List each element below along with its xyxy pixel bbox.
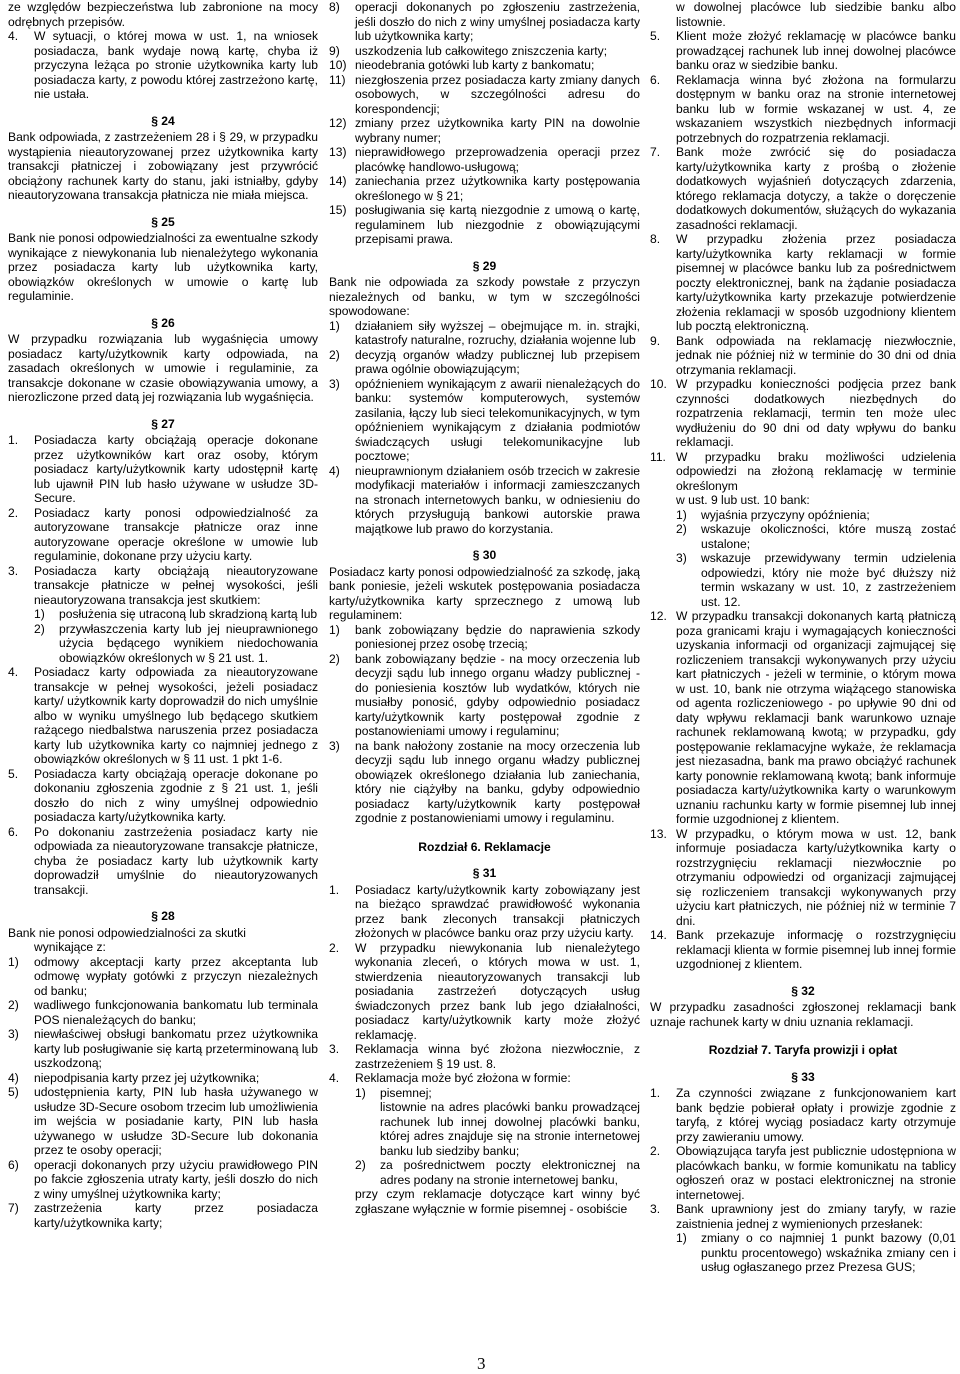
text-column-middle xyxy=(329,0,640,1216)
list-text: operacji dokonanych po zgłoszeniu zastrzeżenia, jeśli doszło do nich z winy umyślnej posiadacza karty lub użytkownika karty; xyxy=(355,0,640,43)
list-text: wskazuje okoliczności, które muszą zostać ustalone; xyxy=(701,522,956,551)
list-item xyxy=(8,767,318,825)
list-number: 1) xyxy=(676,507,687,522)
list-item xyxy=(8,665,318,767)
list-item xyxy=(329,203,640,247)
list-number: 10. xyxy=(650,377,667,391)
list-number: 3) xyxy=(329,738,340,753)
section-heading: § 33 xyxy=(791,1069,815,1084)
list-text: Obowiązująca taryfa jest publicznie udostępniona w placówkach banku, w formie komunikatu na tablicy ogłoszeń oraz w postaci elektronicznej na stronie internetowej. xyxy=(676,1144,956,1202)
list-text: Posiadacza karty obciążają operacje dokonane po dokonaniu zgłoszenia zgodnie z § 21 ust. 1, jeśli doszło do nich z winy umyślnej odpowiednio posiadacza karty/użytkownika karty. xyxy=(34,766,318,824)
list-number: 3. xyxy=(8,563,19,578)
list-item xyxy=(650,377,956,450)
list-item xyxy=(8,29,318,102)
list-text: posłużenia się utraconą lub skradzioną kartą lub xyxy=(59,607,318,621)
paragraph: ze względów bezpieczeństwa lub zabronione na mocy odrębnych przepisów. xyxy=(8,0,318,29)
list-number: 13) xyxy=(329,145,347,159)
list-number: 4. xyxy=(329,1071,340,1085)
list-number: 4. xyxy=(8,29,19,43)
list-number: 5) xyxy=(8,1085,19,1099)
list-number: 2) xyxy=(676,522,687,536)
list-text: zastrzeżenia karty przez posiadacza karty/użytkownika karty; xyxy=(34,1201,318,1230)
list-item xyxy=(8,1158,318,1202)
list-text: decyzją organów władzy publicznej lub przepisem prawa ogólnie obowiązującym; xyxy=(355,347,640,376)
list-number: 11. xyxy=(650,449,666,464)
list-number: 1) xyxy=(34,607,45,621)
sub-list-item xyxy=(676,1231,956,1275)
paragraph: Bank odpowiada, z zastrzeżeniem 28 i § 29, w przypadku wystąpienia nieautoryzowanej przez użytkownika karty transakcji płatniczej i zobowiązany jest przywrócić obciążony rachunek karty do stanu, jaki istniałby, gdyby nieautoryzowana transakcja płatnicza nie miała miejsca. xyxy=(8,130,318,202)
list-text: Bank uprawniony jest do zmiany taryfy, w razie zaistnienia jednej z wymienionych przesłanek: xyxy=(676,1202,956,1231)
list-number: 8) xyxy=(329,0,340,14)
paragraph: Bank nie ponosi odpowiedzialności za ewentualne szkody wynikające z niewykonania lub nienależytego wykonania przez posiadacza karty lub użytkownika karty, obowiązków określonych w umowie o kartę lub regulaminie. xyxy=(8,231,318,303)
sub-list-item xyxy=(676,508,956,523)
list-text: Posiadacza karty obciążają operacje dokonane przez użytkowników kart oraz osoby, którym posiadacz karty/użytkownik karty udostępnił kartę lub ujawnił PIN lub hasło używane w usłudze 3D-Secure. xyxy=(34,433,318,505)
list-text: bank zobowiązany będzie - na mocy orzeczenia lub decyzji sądu lub innego organu władzy publicznej - do poniesienia kosztów lub wydatków, których nie musiałby ponosić, gdyby odpowiednio posiadacz karty/użytkownik karty postępował zgodnie z postanowieniami umowy i regulaminu; xyxy=(355,651,640,738)
paragraph: w dowolnej placówce lub siedzibie banku albo listownie. xyxy=(676,0,956,29)
list-text: za pośrednictwem poczty elektronicznej na adres podany na stronie internetowej banku, xyxy=(380,1158,640,1187)
list-number: 7. xyxy=(650,145,661,159)
list-text: Reklamacja winna być złożona niezwłocznie, z zastrzeżeniem § 19 ust. 8. xyxy=(355,1042,640,1071)
list-text: na bank nałożony zostanie na mocy orzeczenia lub decyzji sądu lub innego organu władzy publicznej obowiązek określonego działania lub zaniechania, który nie ciążyłby na banku, gdyby odpowiednio posiadacz karty/użytkownik karty postępował zgodnie z postanowieniami umowy i regulaminu. xyxy=(355,738,640,825)
paragraph: listownie na adres placówki banku prowadzącej rachunek lub innej dowolnej placówki banku, której adres znajduje się na stronie internetowej banku lub siedziby banku; xyxy=(380,1100,640,1158)
section-heading: § 32 xyxy=(791,983,815,998)
list-number: 2) xyxy=(329,347,340,362)
paragraph: w ust. 9 lub ust. 10 bank: xyxy=(676,493,810,507)
list-item xyxy=(8,825,318,898)
page-number: 3 xyxy=(477,1354,486,1373)
list-number: 1. xyxy=(329,882,340,897)
list-number: 15) xyxy=(329,203,347,217)
list-text: posługiwania się kartą niezgodnie z umową o kartę, regulaminem lub niezgodnie z obowiązującymi przepisami prawa. xyxy=(355,203,640,246)
list-number: 3) xyxy=(329,376,340,391)
list-text: niepodpisania karty przez jej użytkownika; xyxy=(34,1070,260,1085)
list-text: Reklamacja może być złożona w formie: xyxy=(355,1071,571,1085)
list-text: wskazuje przewidywany termin udzielenia odpowiedzi, który nie może być dłuższy niż termin wskazany w ust. 10, z zastrzeżeniem ust. 12. xyxy=(701,551,956,609)
list-item xyxy=(8,433,318,506)
list-item xyxy=(329,116,640,145)
list-text: zmiany przez użytkownika karty PIN na dowolnie wybrany numer; xyxy=(355,116,640,145)
list-item xyxy=(329,377,640,464)
list-number: 1. xyxy=(8,433,19,447)
list-text: nieprawidłowego przeprowadzenia operacji przez placówkę handlowo-usługową; xyxy=(355,145,640,174)
list-item xyxy=(329,1042,640,1071)
list-item xyxy=(329,348,640,377)
sub-list-item xyxy=(34,607,318,622)
list-number: 10) xyxy=(329,58,347,72)
list-text: zaniechania przez użytkownika karty postępowania określonego w § 21; xyxy=(355,174,640,203)
list-item xyxy=(8,1027,318,1071)
list-item xyxy=(8,955,318,999)
list-text: odmowy akceptacji karty przez akceptanta lub odmowę wypłaty gotówki z przyczyn niezależnych od banku; xyxy=(34,954,318,998)
sub-list-item xyxy=(355,1158,640,1187)
list-text: opóźnieniem wynikającym z awarii nienależących do banku: systemów komputerowych, systemów zasilania, łączy lub sieci telekomunikacyjnych, w tym opóźnieniem wynikającym z działania podmiotów świadczących usługi telekomunikacyjne lub pocztowe; xyxy=(355,376,640,463)
paragraph: wynikające z: xyxy=(34,940,106,954)
list-text: Klient może złożyć reklamację w placówce banku prowadzącej rachunek lub innej dowolnej placówce banku oraz w siedzibie banku. xyxy=(676,29,956,72)
section-heading: § 29 xyxy=(472,258,497,273)
list-number: 6) xyxy=(8,1157,19,1172)
list-number: 7) xyxy=(8,1201,19,1215)
section-heading: § 24 xyxy=(151,113,175,128)
section-heading: § 30 xyxy=(472,548,497,562)
list-item xyxy=(329,174,640,203)
sub-list-item xyxy=(355,1086,640,1101)
list-number: 9. xyxy=(650,333,661,348)
list-number: 1. xyxy=(650,1086,661,1100)
list-number: 3. xyxy=(650,1202,661,1216)
list-text: udostępnienia karty, PIN lub hasła używanego w usłudze 3D-Secure osobom trzecim lub umożliwienia im wejścia w posiadanie karty, PIN lub hasła używanego w usłudze 3D-Secure lub dokonania przez te osoby operacji; xyxy=(34,1085,318,1157)
list-number: 6. xyxy=(650,72,661,87)
sub-list-item xyxy=(676,522,956,551)
list-text: wadliwego funkcjonowania bankomatu lub terminala POS nienależących do banku; xyxy=(34,998,318,1027)
list-text: działaniem siły wyższej – obejmujące m. in. strajki, katastrofy naturalne, rozruchy, działania wojenne lub xyxy=(355,318,640,347)
list-item xyxy=(8,1201,318,1230)
list-item xyxy=(8,1085,318,1158)
list-text: uszkodzenia lub całkowitego zniszczenia karty; xyxy=(355,43,608,58)
list-number: 4) xyxy=(8,1070,19,1085)
list-text: W przypadku konieczności podjęcia przez bank czynności dodatkowych niezbędnych do rozpatrzenia reklamacji, termin ten może ulec wydłużeniu do 90 dni od daty wpływu do banku reklamacji. xyxy=(676,377,956,449)
list-text: Posiadacza karty obciążają nieautoryzowane transakcje płatnicze w pełnej wysokości, jeśli nieautoryzowana transakcja jest skutkiem: xyxy=(34,563,318,607)
list-item xyxy=(650,450,956,494)
paragraph: Bank nie odpowiada za szkody powstałe z przyczyn niezależnych od banku, w tym w szczególności spowodowane: xyxy=(329,275,640,318)
list-item xyxy=(329,319,640,348)
list-item xyxy=(8,998,318,1027)
paragraph: Bank nie ponosi odpowiedzialności za skutki xyxy=(8,925,246,940)
list-item xyxy=(650,928,956,972)
list-item xyxy=(329,883,640,941)
list-item xyxy=(650,827,956,929)
list-number: 2) xyxy=(355,1158,366,1172)
list-item xyxy=(650,1086,956,1144)
list-number: 12. xyxy=(650,609,667,623)
list-number: 2. xyxy=(8,505,19,520)
list-number: 13. xyxy=(650,826,667,841)
list-number: 2. xyxy=(650,1144,661,1158)
list-number: 4. xyxy=(8,665,19,679)
list-number: 2) xyxy=(8,998,19,1012)
list-item xyxy=(329,652,640,739)
list-item xyxy=(329,1071,640,1086)
section-heading: § 27 xyxy=(151,416,175,431)
list-item xyxy=(329,44,640,59)
list-text: Po dokonaniu zastrzeżenia posiadacz karty nie odpowiada za nieautoryzowane transakcje płatnicze, chyba że posiadacz karty lub użytkownik karty doprowadził umyślnie do nieautoryzowanych transakcji. xyxy=(34,824,318,897)
list-item xyxy=(329,145,640,174)
list-item xyxy=(329,941,640,1043)
list-item xyxy=(650,334,956,378)
list-text: Posiadacz karty odpowiada za nieautoryzowane transakcje w pełnej wysokości, jeżeli posiadacz karty/ użytkownik karty doprowadził do nich umyślnie albo w wyniku umyślnego lub będącego skutkiem rażącego niedbalstwa naruszenia przez posiadacza karty lub użytkownika karty co najmniej jednego z obowiązków określonych w § 11 ust. 1 pkt 1-6. xyxy=(34,665,318,766)
paragraph: W przypadku rozwiązania lub wygaśnięcia umowy posiadacz karty/użytkownik karty odpowiada, na zasadach określonych w umowie i regulaminie, za transakcje dokonane w czasie obowiązywania umowy, a nierozliczone przed datą jej rozwiązania lub wygaśnięcia. xyxy=(8,332,318,404)
section-heading: § 26 xyxy=(151,315,175,330)
list-item xyxy=(329,623,640,652)
list-number: 2) xyxy=(34,621,45,636)
list-text: W przypadku złożenia przez posiadacza karty/użytkownika karty reklamacji w formie pisemnej w placówce banku lub za pośrednictwem poczty elektronicznej, bank na żądanie posiadacza karty/użytkownika karty przekazuje potwierdzenie złożenia reklamacji w sposób uzgodniony klientem lub pocztą elektroniczną. xyxy=(676,232,956,333)
list-number: 11) xyxy=(329,72,346,87)
list-number: 1) xyxy=(676,1231,687,1245)
list-number: 14. xyxy=(650,928,667,942)
list-number: 4) xyxy=(329,463,340,478)
list-text: bank zobowiązany będzie do naprawienia szkody poniesionej przez osobę trzecią; xyxy=(355,622,640,651)
list-number: 2. xyxy=(329,940,340,955)
list-text: wyjaśnia przyczyny opóźnienia; xyxy=(701,507,870,522)
list-number: 6. xyxy=(8,824,19,839)
list-text: W przypadku transakcji dokonanych kartą płatniczą poza granicami kraju i wymagających konieczności uzyskania informacji od organizacji zajmującej się rozliczeniem transakcji wykonywanych przy użyciu kart płatniczych - jeżeli w terminie, o którym mowa w ust. 10, bank nie otrzyma wiążącego stanowiska od agenta rozliczeniowego - po upływie 90 dni od daty wpływu reklamacji bank warunkowo uznaje rachunek reklamowaną kwotą; w przypadku, gdy postępowanie reklamacyjne wykaże, że reklamacja jest niezasadna, bank ma prawo obciążyć rachunek karty ponownie reklamowaną kwotą; bank informuje posiadacza karty/użytkownika karty o warunkowym uznaniu rachunku karty w formie pisemnej lub innej formie uzgodnionej z klientem. xyxy=(676,609,956,826)
list-number: 1) xyxy=(8,954,19,969)
list-item xyxy=(329,73,640,117)
list-item xyxy=(329,58,640,73)
list-text: Bank może zwrócić się do posiadacza karty/użytkownika karty z prośbą o złożenie dodatkowych wyjaśnień dotyczących zdarzenia, którego reklamacja dotyczy, a także o doręczenie dodatkowych dokumentów, służących do wykazania zasadności reklamacji. xyxy=(676,145,956,232)
chapter-heading: Rozdział 7. Taryfa prowizji i opłat xyxy=(708,1043,898,1057)
list-text: W przypadku niewykonania lub nienależytego wykonania zleceń, o których mowa w ust. 1, stwierdzenia nieautoryzowanych transakcji lub posiadania zastrzeżeń dotyczących usług świadczonych przez bank lub jego działalności, posiadacz karty/użytkownik karty może złożyć reklamację. xyxy=(355,940,640,1042)
list-item xyxy=(650,609,956,827)
list-number: 8. xyxy=(650,232,661,246)
list-number: 12) xyxy=(329,116,347,130)
list-text: Posiadacz karty/użytkownik karty zobowiązany jest na bieżąco sprawdzać prawidłowość wykonania przez bank zleconych transakcji płatniczych złożonych w placówce banku oraz przy użyciu karty. xyxy=(355,882,640,940)
list-item xyxy=(650,73,956,146)
list-item xyxy=(329,739,640,826)
list-text: W przypadku, o którym mowa w ust. 12, bank informuje posiadacza karty/użytkownika karty o rozstrzygnięciu reklamacji niezwłocznie po otrzymaniu odpowiedzi od organizacji zajmującej się rozliczeniem transakcji wykonywanych przy użyciu kart płatniczych, nie później niż w terminie 7 dni. xyxy=(676,826,956,928)
list-number: 14) xyxy=(329,174,347,188)
list-text: Bank przekazuje informację o rozstrzygnięciu reklamacji klienta w formie pisemnej lub innej formie uzgodnionej z klientem. xyxy=(676,928,956,971)
list-item xyxy=(8,1071,318,1086)
list-text: Bank odpowiada na reklamację niezwłocznie, jednak nie później niż w terminie do 30 dni od dnia otrzymania reklamacji. xyxy=(676,333,956,377)
list-number: 1) xyxy=(329,622,340,637)
list-number: 2) xyxy=(329,651,340,666)
list-text: W przypadku braku możliwości udzielenia odpowiedzi na złożoną reklamację w terminie określonym xyxy=(676,449,956,493)
list-number: 5. xyxy=(8,766,19,781)
list-item xyxy=(329,0,640,44)
list-text: nieuprawnionym działaniem osób trzecich w zakresie modyfikacji materiałów i informacji zamieszczanych na stronach internetowych banku, w odniesieniu do których przysługują bankowi autorskie prawa majątkowe lub prawo do korzystania. xyxy=(355,463,640,536)
list-text: Za czynności związane z funkcjonowaniem kart bank będzie pobierał opłaty i prowizje zgodnie z taryfą, z której wyciąg posiadacz karty otrzymuje przy zawieraniu umowy. xyxy=(676,1086,956,1144)
sub-list-item xyxy=(676,551,956,609)
list-item xyxy=(8,564,318,608)
list-text: nieodebrania gotówki lub karty z bankomatu; xyxy=(355,58,595,72)
list-text: Reklamacja winna być złożona na formularzu dostępnym w banku oraz na stronie internetowej banku lub w formie wskazanej w ust. 4, ze wskazaniem wszystkich niezbędnych informacji potrzebnych do rozpatrzenia reklamacji. xyxy=(676,72,956,145)
paragraph: W przypadku zasadności zgłoszonej reklamacji bank uznaje rachunek karty w dniu uznania reklamacji. xyxy=(650,1000,956,1029)
section-heading: § 25 xyxy=(151,214,175,229)
list-number: 5. xyxy=(650,29,661,43)
list-text: przywłaszczenia karty lub jej nieuprawnionego użycia będącego wynikiem niedochowania obowiązków określonych w § 21 ust. 1. xyxy=(59,621,318,665)
section-heading: § 31 xyxy=(472,866,497,880)
list-item xyxy=(650,29,956,73)
list-number: 1) xyxy=(355,1085,366,1100)
list-item xyxy=(650,1202,956,1231)
list-item xyxy=(650,1144,956,1202)
list-item xyxy=(8,506,318,564)
list-number: 3) xyxy=(8,1027,19,1041)
list-item xyxy=(650,145,956,232)
text-column-left xyxy=(8,0,318,1230)
list-item xyxy=(650,232,956,334)
chapter-heading: Rozdział 6. Reklamacje xyxy=(418,839,551,854)
list-text: zmiany o co najmniej 1 punkt bazowy (0,01 punktu procentowego) wskaźnika zmiany cen i usług ogłaszanego przez Prezesa GUS; xyxy=(701,1231,956,1274)
list-text: W sytuacji, o której mowa w ust. 1, na wniosek posiadacza, bank wydaje nową kartę, chyba iż przyczyna leżąca po stronie użytkownika karty lub posiadacza karty, z powodu której zastrzeżono kartę, nie ustała. xyxy=(34,29,318,101)
list-number: 1) xyxy=(329,318,340,333)
list-number: 3) xyxy=(676,551,687,565)
paragraph: przy czym reklamacje dotyczące kart winny być zgłaszane wyłącznie w formie pisemnej - osobiście xyxy=(355,1187,640,1216)
list-text: niewłaściwej obsługi bankomatu przez użytkownika karty lub posługiwanie się kartą przeterminowaną lub uszkodzoną; xyxy=(34,1027,318,1070)
paragraph: Posiadacz karty ponosi odpowiedzialność za szkodę, jaką bank poniesie, jeżeli wskutek postępowania posiadacza karty/użytkownika karty sprzecznego z umową lub regulaminem: xyxy=(329,564,640,622)
list-number: 3. xyxy=(329,1042,340,1056)
list-text: pisemnej; xyxy=(380,1085,432,1100)
list-text: niezgłoszenia przez posiadacza karty zmiany danych osobowych, w szczególności adresu do korespondencji; xyxy=(355,72,640,116)
list-number: 9) xyxy=(329,43,340,58)
sub-list-item xyxy=(34,622,318,666)
text-column-right xyxy=(650,0,956,1275)
list-text: operacji dokonanych przy użyciu prawidłowego PIN po fakcie zgłoszenia utraty karty, jeśli doszło do nich z winy umyślnej użytkownika karty; xyxy=(34,1157,318,1201)
list-item xyxy=(329,464,640,537)
section-heading: § 28 xyxy=(151,909,175,923)
list-text: Posiadacz karty ponosi odpowiedzialność za autoryzowane transakcje płatnicze oraz inne autoryzowane operacje określone w umowie lub regulaminie, dokonane przy użyciu karty. xyxy=(34,505,318,563)
